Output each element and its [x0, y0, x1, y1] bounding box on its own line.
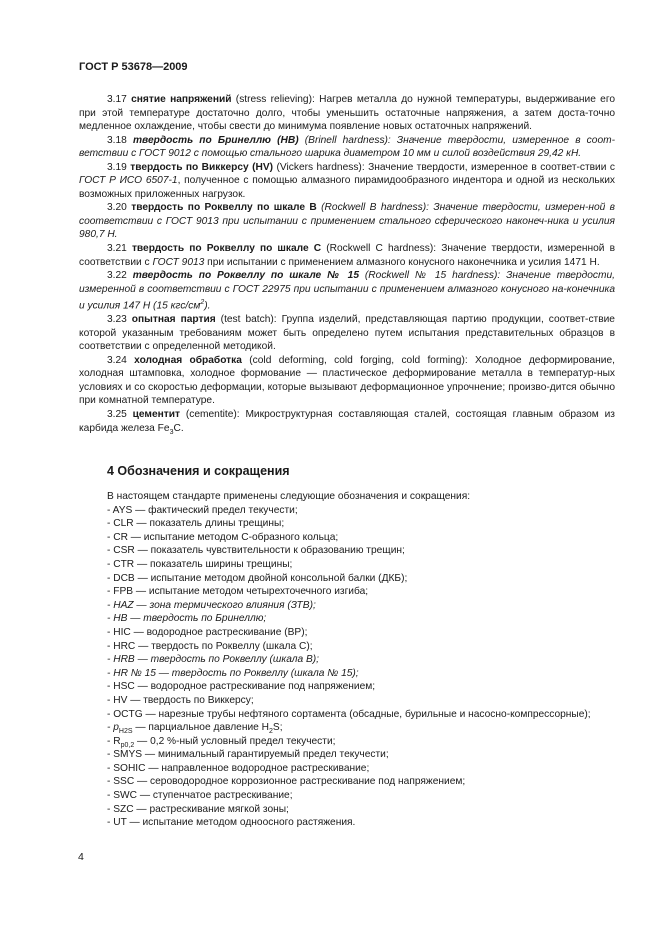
definition-3-17: 3.17 снятие напряжений (stress relieving): Нагрев металла до нужной температуры, выдерживание его при этой температуре достаточно долго, чтобы уменьшить остаточные напряжения, а затем доста-точно медленное охлаждение, чтобы свести до минимума появление новых остаточных напряжений. — [79, 94, 615, 133]
definition-3-22: 3.22 твердость по Роквеллу по шкале № 15 (Rockwell № 15 hardness): Значение твердости, измеренной в соответствии с ГОСТ 22975 при испытании с применением алмазного конусного на-конечника и усилия 147 Н (15 кгс/$см^2$). — [79, 270, 615, 312]
definition-3-19: 3.19 твердость по Виккерсу (HV) (Vickers hardness): Значение твердости, измеренное в соответ-ствии с ГОСТ Р ИСО 6507-1, полученное с помощью алмазного пирамидообразного индентора и одной из нескольких возможных приложенных нагрузок. — [79, 161, 615, 200]
definitions-block — [79, 93, 615, 435]
abbreviations-list — [107, 504, 617, 830]
list-item: - SSC — сероводородное коррозионное растрескивание под напряжением; — [107, 776, 466, 788]
definition-3-23: 3.23 опытная партия (test batch): Группа изделий, представляющая партию продукции, соответ-ствие которой указанным требованиям может быть определено путем испытания представительных образцов в соответствии с определенной методикой. — [79, 314, 615, 353]
definition-3-25: 3.25 цементит (cementite): Микроструктурная составляющая сталей, состоящая главным образом из карбида железа $Fe_3C$. — [79, 408, 615, 436]
list-item: - SZC — растрескивание мягкой зоны; — [107, 803, 289, 815]
list-item: - AYS — фактический предел текучести; — [107, 504, 298, 516]
list-item: - FPB — испытание методом четырехточечного изгиба; — [107, 586, 369, 598]
list-item: - CR — испытание методом С-образного кольца; — [107, 531, 339, 543]
list-item: - SMYS — минимальный гарантируемый предел текучести; — [107, 749, 389, 761]
page-number: 4 — [78, 851, 84, 863]
list-item: - HAZ — зона термического влияния (ЗТВ); — [107, 599, 316, 611]
list-item-rp02: - $R_{p0,2}$ — 0,2 %-ный условный предел текучести; — [107, 735, 336, 749]
list-item: - HV — твердость по Виккерсу; — [107, 694, 254, 706]
abbreviations-intro: В настоящем стандарте применены следующие обозначения и сокращения: — [107, 491, 471, 502]
list-item: - CLR — показатель длины трещины; — [107, 518, 285, 530]
list-item: - CTR — показатель ширины трещины; — [107, 558, 293, 570]
list-item: - HR № 15 — твердость по Роквеллу (шкала № 15); — [107, 667, 359, 679]
definition-3-20: 3.20 твердость по Роквеллу по шкале В (Rockwell B hardness): Значение твердости, измерен-ной в соответствии с ГОСТ 9013 при испытании с применением стального сферического наконеч-ника и усилия 980,7 Н. — [79, 202, 615, 241]
document-header: ГОСТ Р 53678—2009 — [79, 61, 188, 73]
list-item: - HSC — водородное растрескивание под напряжением; — [107, 681, 376, 693]
list-item: - SWC — ступенчатое растрескивание; — [107, 790, 293, 802]
list-item: - UT — испытание методом одноосного растяжения. — [107, 817, 356, 829]
abbreviations-block — [107, 490, 617, 830]
list-item-ph2s: - $p_{H2S}$ — парциальное давление $H_2S$; — [107, 722, 283, 736]
list-item: - SOHIC — направленное водородное растрескивание; — [107, 762, 370, 774]
definition-3-21: 3.21 твердость по Роквеллу по шкале С (Rockwell C hardness): Значение твердости, измеренной в соответствии с ГОСТ 9013 при испытании с применением алмазного конусного наконечника и усилия 1471 Н. — [79, 243, 615, 268]
section-title: 4 Обозначения и сокращения — [107, 464, 290, 478]
definition-3-24: 3.24 холодная обработка (cold deforming, cold forging, cold forming): Холодное деформирование, холодная штамповка, холодное формование — пластическое деформирование металла в температур-ных условиях и со скоростью деформации, которые вызывают деформационное упрочнение; произво-дится обычно при комнатной температуре. — [79, 354, 615, 407]
list-item: - DCB — испытание методом двойной консольной балки (ДКБ); — [107, 572, 408, 584]
definition-3-18: 3.18 твердость по Бринеллю (HB) (Brinell hardness): Значение твердости, измеренное в соот-ветствии с ГОСТ 9012 с помощью стального шарика диаметром 10 мм и силой воздействия 29,42 кН. — [79, 134, 615, 160]
list-item: - OCTG — нарезные трубы нефтяного сортамента (обсадные, бурильные и насосно-компрессорные); — [107, 708, 591, 720]
list-item: - HIC — водородное растрескивание (ВР); — [107, 626, 308, 638]
list-item: - HRC — твердость по Роквеллу (шкала С); — [107, 640, 313, 652]
list-item: - HB — твердость по Бринеллю; — [107, 613, 267, 625]
list-item: - CSR — показатель чувствительности к образованию трещин; — [107, 545, 405, 557]
list-item: - HRB — твердость по Роквеллу (шкала В); — [107, 654, 320, 666]
